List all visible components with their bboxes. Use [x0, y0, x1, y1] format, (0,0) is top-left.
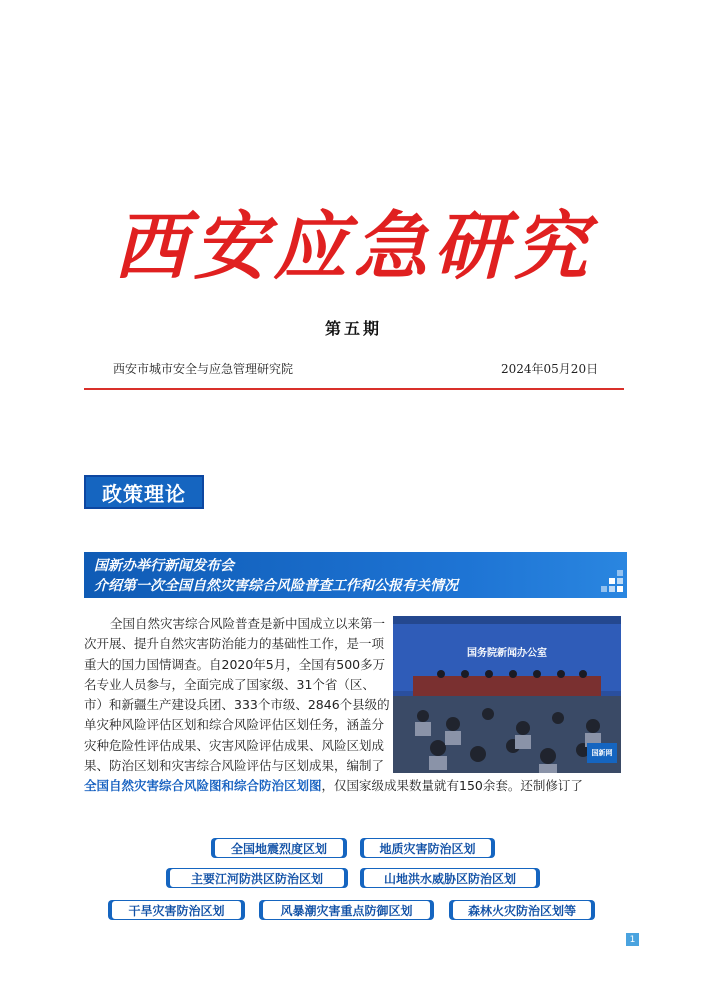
banner-line-1: 国新办举行新闻发布会: [94, 558, 234, 574]
zone-pill-mountain-flood: 山地洪水威胁区防治区划: [363, 868, 537, 888]
zone-pill-storm-surge: 风暴潮灾害重点防御区划: [262, 900, 431, 920]
article-paragraph: [84, 614, 634, 797]
paragraph-text-end: ，仅国家级成果数量就有150余套。还制修订了: [321, 778, 583, 794]
banner-line-2: 介绍第一次全国自然灾害综合风险普查工作和公报有关情况: [94, 578, 458, 594]
zone-pill-river-flood: 主要江河防洪区防治区划: [169, 868, 345, 888]
photo-watermark-badge: 国新网: [587, 743, 617, 763]
banner-pattern-icon: [579, 552, 627, 598]
masthead-title: 西安应急研究: [113, 204, 594, 290]
issue-number: 第五期: [324, 319, 382, 338]
zone-pill-geological: 地质灾害防治区划: [363, 838, 492, 858]
paragraph-highlight: 全国自然灾害综合风险图和综合防治区划图: [84, 778, 322, 794]
section-tag: [84, 475, 204, 509]
paragraph-text-start: 全国自然灾害综合风险普查是新中国成立以来第一次开展、提升自然灾害防治能力的基础性工作，是一项重大的国力国情调查。自2020年5月，全国有500多万名专业人员参与，全面完成了国家级、31个省（区、市）和新疆生产建设兵团、333个市级、2846个县级的单灾种风险评估区划和综合风险评估区划任务，涵盖分灾种危险性评估成果、灾害风险评估成果、风险区划成果、防治区划和灾害综合风险评估与区划成果，编制了: [84, 616, 390, 774]
zone-pill-earthquake: 全国地震烈度区划: [214, 838, 344, 858]
publication-date: 2024年05月20日: [501, 362, 599, 376]
photo-backdrop-sign: 国务院新闻办公室: [467, 648, 547, 659]
zone-pill-drought: 干旱灾害防治区划: [111, 900, 242, 920]
header-divider: [84, 388, 624, 390]
photo-placeholder: [393, 614, 634, 776]
page-number: 1: [626, 933, 639, 946]
publisher-name: 西安市城市安全与应急管理研究院: [113, 362, 294, 376]
section-tag-label: 政策理论: [102, 481, 186, 506]
zone-pill-forest-fire: 森林火灾防治区划等: [452, 900, 592, 920]
article-banner: [84, 552, 627, 598]
